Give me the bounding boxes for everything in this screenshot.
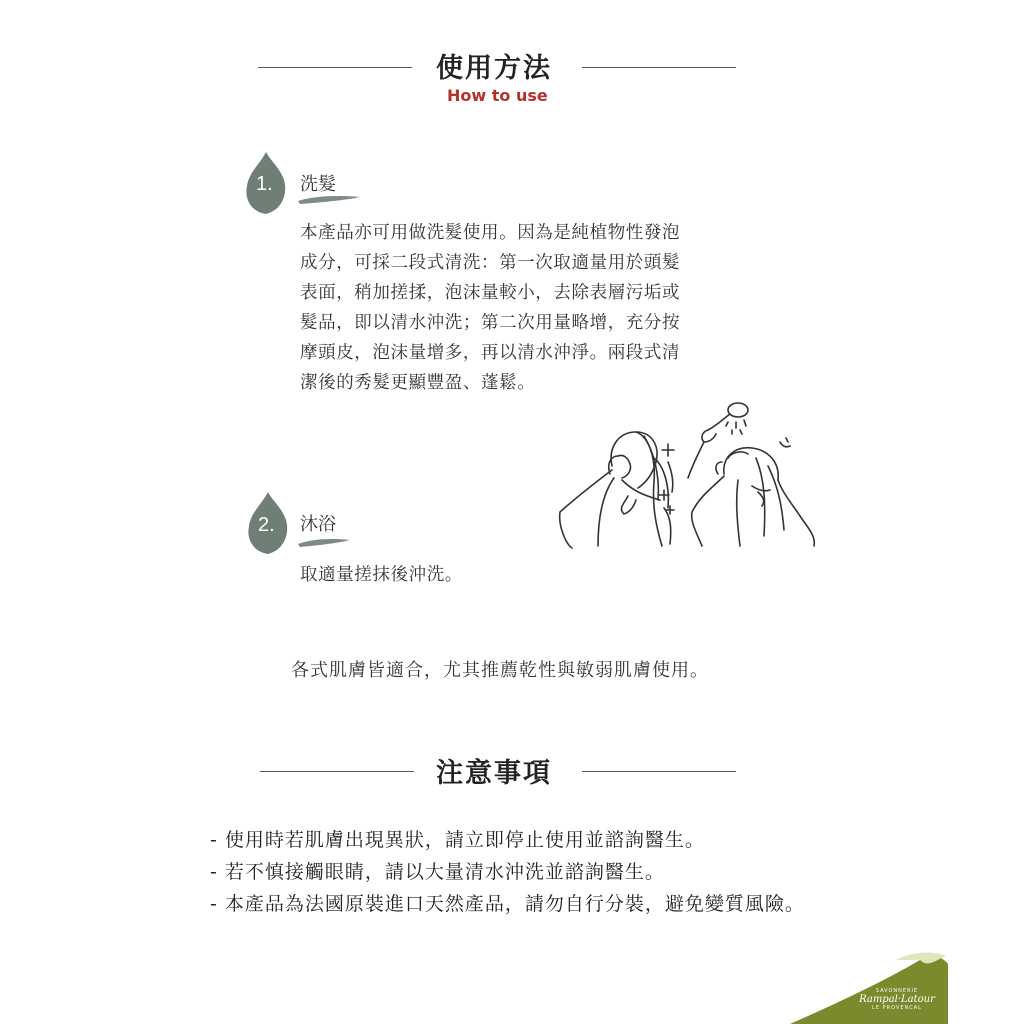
caution-item: - 本產品為法國原裝進口天然產品，請勿自行分裝，避免變質風險。 [210,893,805,915]
cautions-title-rule-right [582,771,736,772]
step-2-number: 2. [258,514,275,536]
cautions-title: 注意事項 [436,758,552,789]
step-2-description [300,560,463,590]
usage-title-rule-left [258,67,412,68]
step-1-description [300,218,740,398]
step-1-number: 1. [256,173,273,195]
brand-logo-script: Rampal·Latour [859,994,935,1005]
brand-logo-bottom-text: LE PROVENCAL [872,1005,922,1011]
brand-logo [848,988,946,1011]
hair-washing-illustration [552,396,824,556]
step-1-line: 潔後的秀髮更顯豐盈、蓬鬆。 [300,373,536,393]
step-1-line: 髮品，即以清水沖洗；第二次用量略增，充分按 [300,313,681,333]
step-2-label: 沐浴 [300,514,336,535]
step-1-label: 洗髮 [300,174,336,195]
step-1-line: 摩頭皮，泡沫量增多，再以清水沖淨。兩段式清 [300,343,681,363]
step-2-brush-stroke [296,536,352,548]
step-1-line: 成分，可採二段式清洗：第一次取適量用於頭髮 [300,253,681,273]
caution-item: - 使用時若肌膚出現異狀，請立即停止使用並諮詢醫生。 [210,829,705,851]
brand-logo-top-text: SAVONNERIE [875,988,919,994]
usage-title-rule-right [582,67,736,68]
step-1-brush-stroke [296,193,362,205]
step-2-line: 取適量搓抹後沖洗。 [300,565,463,585]
usage-subtitle: How to use [447,86,548,105]
step-1-line: 表面，稍加搓揉，泡沫量較小，去除表層污垢或 [300,283,681,303]
cautions-list [210,824,805,920]
cautions-title-rule-left [260,771,414,772]
skin-type-note: 各式肌膚皆適合，尤其推薦乾性與敏弱肌膚使用。 [291,660,709,681]
caution-item: - 若不慎接觸眼睛，請以大量清水沖洗並諮詢醫生。 [210,861,665,883]
brand-corner-label [780,950,950,1024]
step-1-line: 本產品亦可用做洗髮使用。因為是純植物性發泡 [300,223,681,243]
usage-title: 使用方法 [436,53,552,84]
